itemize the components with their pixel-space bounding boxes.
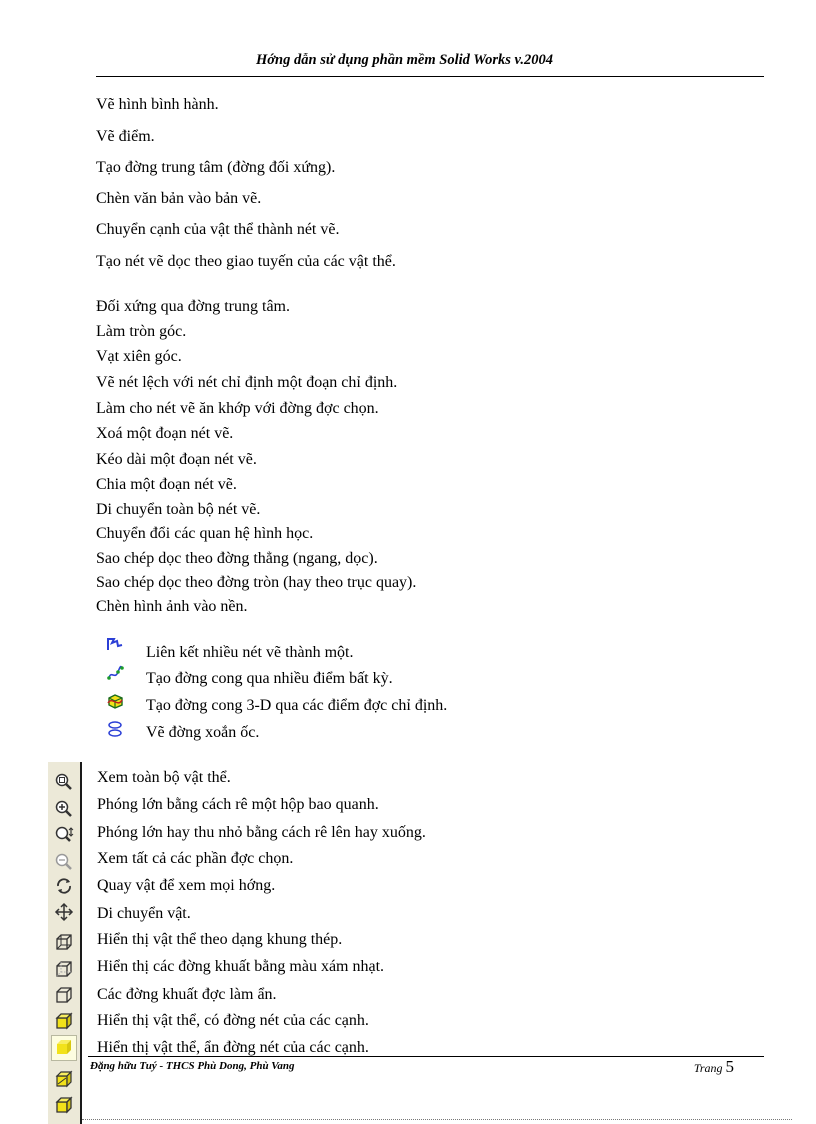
list-item: Vẽ nét lệch với nét chỉ định một đoạn chỉ định. xyxy=(96,374,398,391)
list-item: Đối xứng qua đờng trung tâm. xyxy=(96,298,290,315)
list-item: Quay vật để xem mọi hớng. xyxy=(97,877,276,894)
fit-curve-icon xyxy=(106,636,124,654)
list-item: Xoá một đoạn nét vẽ. xyxy=(96,425,234,442)
footer-author: Đặng hữu Tuý - THCS Phù Dong, Phù Vang xyxy=(90,1060,295,1072)
page-header xyxy=(96,50,764,77)
list-item: Tạo nét vẽ dọc theo giao tuyến của các vật thể. xyxy=(96,253,396,270)
hidden-lines-removed-icon[interactable] xyxy=(54,985,74,1005)
list-item: Vẽ hình bình hành. xyxy=(96,96,219,113)
page-label: Trang xyxy=(693,1061,723,1075)
list-item: Liên kết nhiều nét vẽ thành một. xyxy=(146,644,354,661)
page-number: 5 xyxy=(725,1057,734,1076)
helix-icon xyxy=(106,720,124,738)
list-item: Hiển thị vật thể, có đờng nét của các cạnh. xyxy=(97,1012,369,1029)
list-item: Chia một đoạn nét vẽ. xyxy=(96,476,237,493)
view-toolbar xyxy=(48,762,82,1124)
list-item: Sao chép dọc theo đờng tròn (hay theo trục quay). xyxy=(96,574,417,591)
list-item: Kéo dài một đoạn nét vẽ. xyxy=(96,451,257,468)
list-item: Làm tròn góc. xyxy=(96,323,187,340)
page-number-label xyxy=(694,1057,734,1077)
list-item: Vạt xiên góc. xyxy=(96,348,182,365)
zoom-to-selection-icon[interactable] xyxy=(54,852,74,872)
list-item: Phóng lớn bằng cách rê một hộp bao quanh. xyxy=(97,796,379,813)
page-footer xyxy=(88,1056,764,1079)
3d-curve-icon xyxy=(106,692,124,710)
list-item: Các đờng khuất đợc làm ẩn. xyxy=(97,986,277,1003)
list-item: Làm cho nét vẽ ăn khớp với đờng đợc chọn. xyxy=(96,400,379,417)
hidden-lines-gray-icon[interactable] xyxy=(54,959,74,979)
zoom-to-fit-icon[interactable] xyxy=(54,772,74,792)
list-item: Tạo đờng trung tâm (đờng đối xứng). xyxy=(96,159,336,176)
spline-icon xyxy=(106,664,124,682)
list-item: Tạo đờng cong qua nhiều điểm bất kỳ. xyxy=(146,670,393,687)
header-title: Hớng dẫn sử dụng phần mềm Solid Works v.2004 xyxy=(256,52,554,68)
shadow-icon[interactable] xyxy=(54,1069,74,1089)
wireframe-icon[interactable] xyxy=(54,932,74,952)
list-item: Vẽ đờng xoắn ốc. xyxy=(146,724,260,741)
zoom-in-out-icon[interactable] xyxy=(54,825,74,845)
list-item: Phóng lớn hay thu nhỏ bằng cách rê lên hay xuống. xyxy=(97,824,426,841)
list-item: Hiển thị các đờng khuất bằng màu xám nhạt. xyxy=(97,958,385,975)
list-item: Di chuyển toàn bộ nét vẽ. xyxy=(96,501,261,518)
list-item: Sao chép dọc theo đờng thẳng (ngang, dọc). xyxy=(96,550,378,567)
list-item: Chèn hình ảnh vào nền. xyxy=(96,598,248,615)
pan-icon[interactable] xyxy=(54,902,74,922)
list-item: Chèn văn bản vào bản vẽ. xyxy=(96,190,262,207)
list-item: Chuyển đổi các quan hệ hình học. xyxy=(96,525,314,542)
list-item: Xem tất cả các phần đợc chọn. xyxy=(97,850,294,867)
list-item: Hiển thị vật thể, ẩn đờng nét của các cạnh. xyxy=(97,1039,369,1056)
list-item: Di chuyển vật. xyxy=(97,905,191,922)
rotate-view-icon[interactable] xyxy=(54,876,74,896)
list-item: Hiển thị vật thể theo dạng khung thép. xyxy=(97,931,343,948)
bottom-divider xyxy=(82,1119,792,1120)
list-item: Vẽ điểm. xyxy=(96,128,155,145)
section-view-icon[interactable] xyxy=(54,1095,74,1115)
shaded-icon[interactable] xyxy=(54,1037,74,1057)
shaded-with-edges-icon[interactable] xyxy=(54,1011,74,1031)
list-item: Xem toàn bộ vật thể. xyxy=(97,769,231,786)
list-item: Tạo đờng cong 3-D qua các điểm đợc chỉ định. xyxy=(146,697,448,714)
list-item: Chuyển cạnh của vật thể thành nét vẽ. xyxy=(96,221,340,238)
zoom-to-area-icon[interactable] xyxy=(54,799,74,819)
